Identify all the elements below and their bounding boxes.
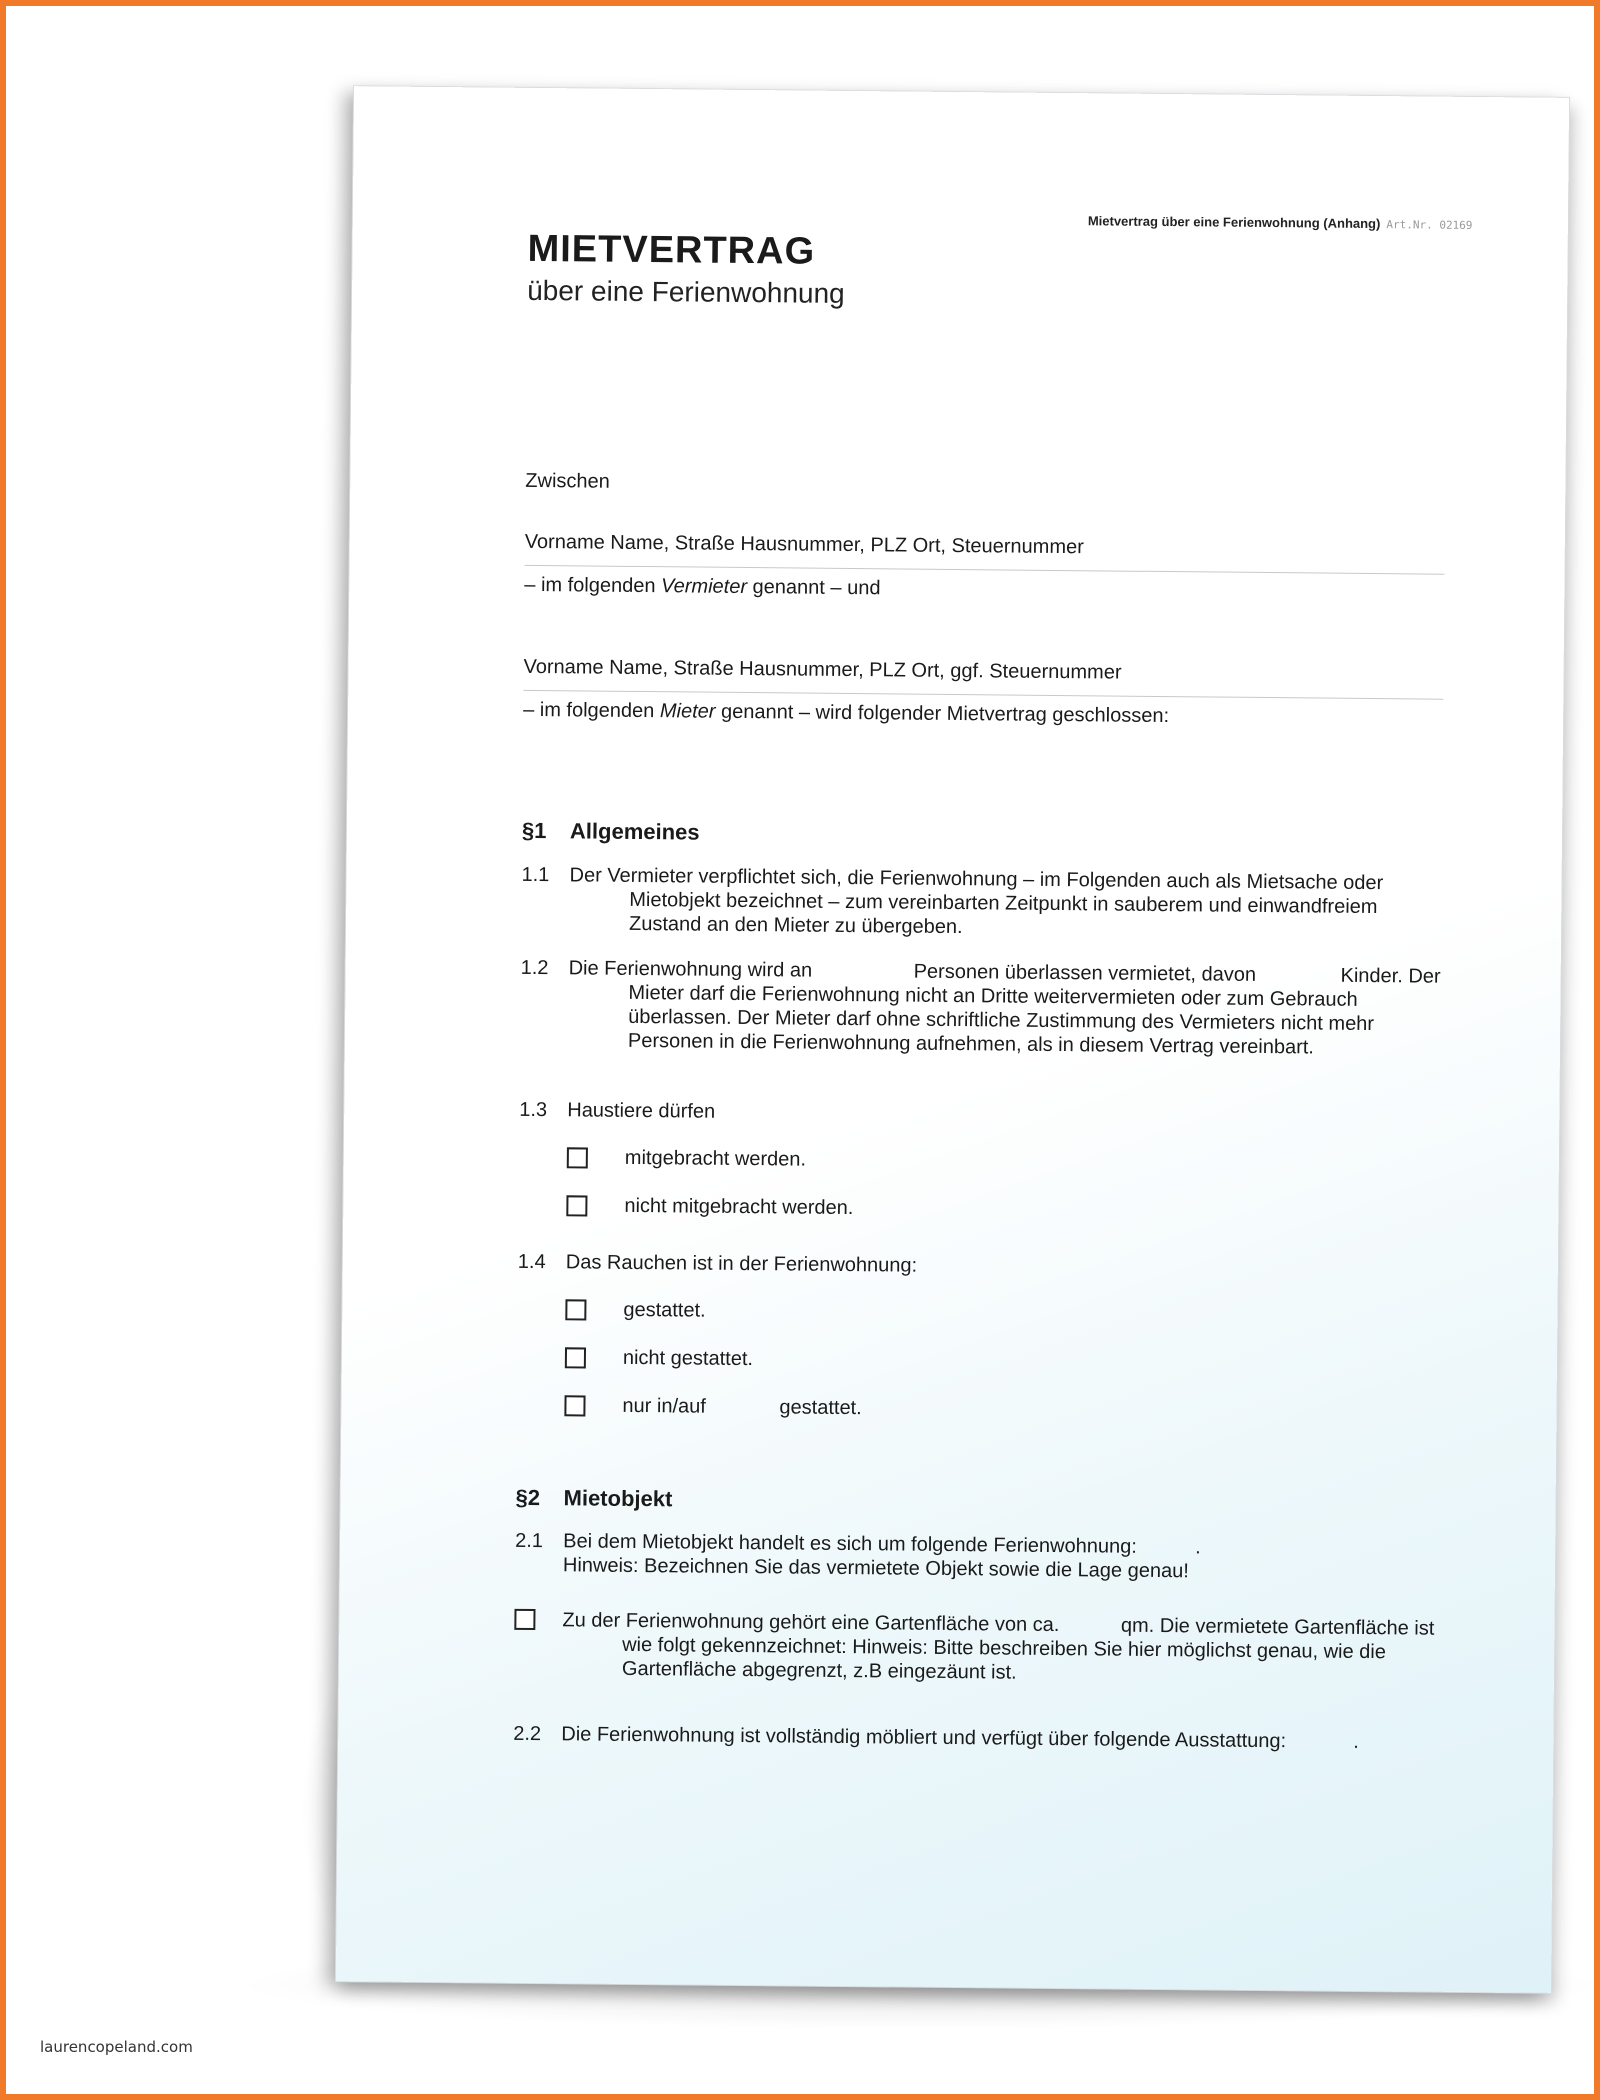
clause-2-2: [513, 1722, 1433, 1755]
smoking-restricted-option[interactable]: [565, 1394, 965, 1420]
tenant-role-pre: – im folgenden: [523, 698, 661, 723]
clause-2-1-hint: Hinweis: Bezeichnen Sie das vermietete Objekt sowie die Lage genau!: [562, 1554, 1189, 1583]
pets-not-allowed-checkbox[interactable]: [566, 1195, 587, 1216]
clause-1-2-line-4: Personen in die Ferienwohnung aufnehmen, als in diesem Vertrag vereinbart.: [627, 1029, 1315, 1059]
clause-2-2-text: Die Ferienwohnung ist vollständig möbliert und verfügt über folgende Ausstattung:: [561, 1723, 1287, 1753]
clause-2-2-number: 2.2: [513, 1722, 542, 1746]
clause-1-1-line-1: Der Vermieter verpflichtet sich, die Ferienwohnung – im Folgenden auch als Mietsache oder: [569, 864, 1384, 895]
document-subtitle: über eine Ferienwohnung: [527, 274, 845, 309]
section-2-number: §2: [515, 1484, 541, 1511]
clause-1-3: [519, 1098, 1439, 1123]
clause-1-2-line-2: Mieter darf die Ferienwohnung nicht an Dritte weitervermieten oder zum Gebrauch: [628, 981, 1358, 1011]
header-reference: [1088, 213, 1473, 232]
clause-1-1: [521, 863, 1442, 939]
clause-1-1-line-3: Zustand an den Mieter zu übergeben.: [628, 912, 963, 939]
pets-not-allowed-label: nicht mitgebracht werden.: [624, 1194, 854, 1220]
between-label: Zwischen: [525, 469, 610, 493]
clause-1-3-number: 1.3: [519, 1098, 548, 1122]
clause-1-2-line-3: überlassen. Der Mieter darf ohne schriftliche Zustimmung des Vermieters nicht mehr: [628, 1005, 1375, 1036]
tenant-underline: [523, 690, 1443, 700]
source-watermark: laurencopeland.com: [40, 2038, 193, 2056]
landlord-details-field: Vorname Name, Straße Hausnummer, PLZ Ort, Steuernummer: [524, 530, 1084, 559]
smoking-allowed-label: gestattet.: [623, 1298, 706, 1322]
clause-2-1-end-dot: .: [1195, 1536, 1201, 1559]
clause-1-2: [520, 956, 1441, 1059]
clause-1-2-text-b: Personen überlassen vermietet, davon: [913, 960, 1257, 986]
clause-1-1-number: 1.1: [521, 863, 550, 887]
clause-1-4: [517, 1250, 1438, 1277]
header-ref-title: Mietvertrag über eine Ferienwohnung (Anhang): [1087, 213, 1381, 232]
landlord-role-term: Vermieter: [660, 575, 748, 599]
garden-area-text: [562, 1608, 1435, 1688]
smoking-not-allowed-label: nicht gestattet.: [622, 1346, 754, 1371]
garden-text-a: Zu der Ferienwohnung gehört eine Gartenfläche von ca.: [562, 1609, 1060, 1637]
garden-area-option[interactable]: [514, 1608, 1435, 1697]
garden-text-b: qm. Die vermietete Gartenfläche ist: [1120, 1614, 1435, 1640]
tenant-role: [523, 699, 1169, 728]
garden-line-2: wie folgt gekennzeichnet: Hinweis: Bitte beschreiben Sie hier möglichst genau, wie die: [622, 1633, 1387, 1664]
article-number: Art.Nr. 02169: [1386, 218, 1473, 232]
smoking-restricted-checkbox[interactable]: [564, 1395, 585, 1416]
section-1-title: Allgemeines: [569, 818, 700, 845]
tenant-role-term: Mieter: [659, 700, 716, 723]
clause-2-1: [515, 1529, 1435, 1583]
clause-1-1-line-2: Mietobjekt bezeichnet – zum vereinbarten Zeitpunkt in sauberem und einwandfreiem: [629, 888, 1378, 919]
contract-page: [336, 86, 1569, 1993]
pets-allowed-label: mitgebracht werden.: [624, 1146, 807, 1171]
garden-line-3: Gartenfläche abgegrenzt, z.B eingezäunt ist.: [621, 1657, 1017, 1684]
clause-1-3-text: Haustiere dürfen: [567, 1099, 716, 1123]
clause-1-2-text-a: Die Ferienwohnung wird an: [568, 957, 813, 982]
landlord-underline: [525, 565, 1445, 575]
landlord-role-pre: – im folgenden: [524, 573, 662, 598]
landlord-role-post: genannt – und: [746, 576, 881, 600]
document-title: MIETVERTRAG: [527, 227, 816, 273]
smoking-not-allowed-checkbox[interactable]: [565, 1347, 586, 1368]
clause-2-2-end-dot: .: [1353, 1730, 1359, 1753]
tenant-role-post: genannt – wird folgender Mietvertrag geschlossen:: [715, 700, 1170, 728]
section-1-number: §1: [521, 817, 547, 844]
clause-1-4-text: Das Rauchen ist in der Ferienwohnung:: [565, 1251, 918, 1277]
clause-2-1-text: Bei dem Mietobjekt handelt es sich um folgende Ferienwohnung:: [563, 1530, 1137, 1558]
clause-1-4-number: 1.4: [517, 1250, 546, 1274]
clause-1-2-text-c: Kinder. Der: [1340, 964, 1441, 988]
clause-2-1-number: 2.1: [515, 1529, 544, 1553]
clause-1-2-number: 1.2: [520, 956, 549, 980]
tenant-details-field: Vorname Name, Straße Hausnummer, PLZ Ort, ggf. Steuernummer: [523, 655, 1122, 684]
landlord-role: [524, 574, 880, 600]
pets-allowed-checkbox[interactable]: [567, 1147, 588, 1168]
section-2-heading: [515, 1485, 672, 1513]
garden-area-checkbox[interactable]: [514, 1609, 535, 1630]
smoking-allowed-checkbox[interactable]: [565, 1299, 586, 1320]
smoking-restricted-suffix: gestattet.: [779, 1396, 862, 1420]
smoking-restricted-label: nur in/auf: [622, 1394, 706, 1418]
section-2-title: Mietobjekt: [563, 1485, 673, 1512]
section-1-heading: [522, 818, 700, 846]
